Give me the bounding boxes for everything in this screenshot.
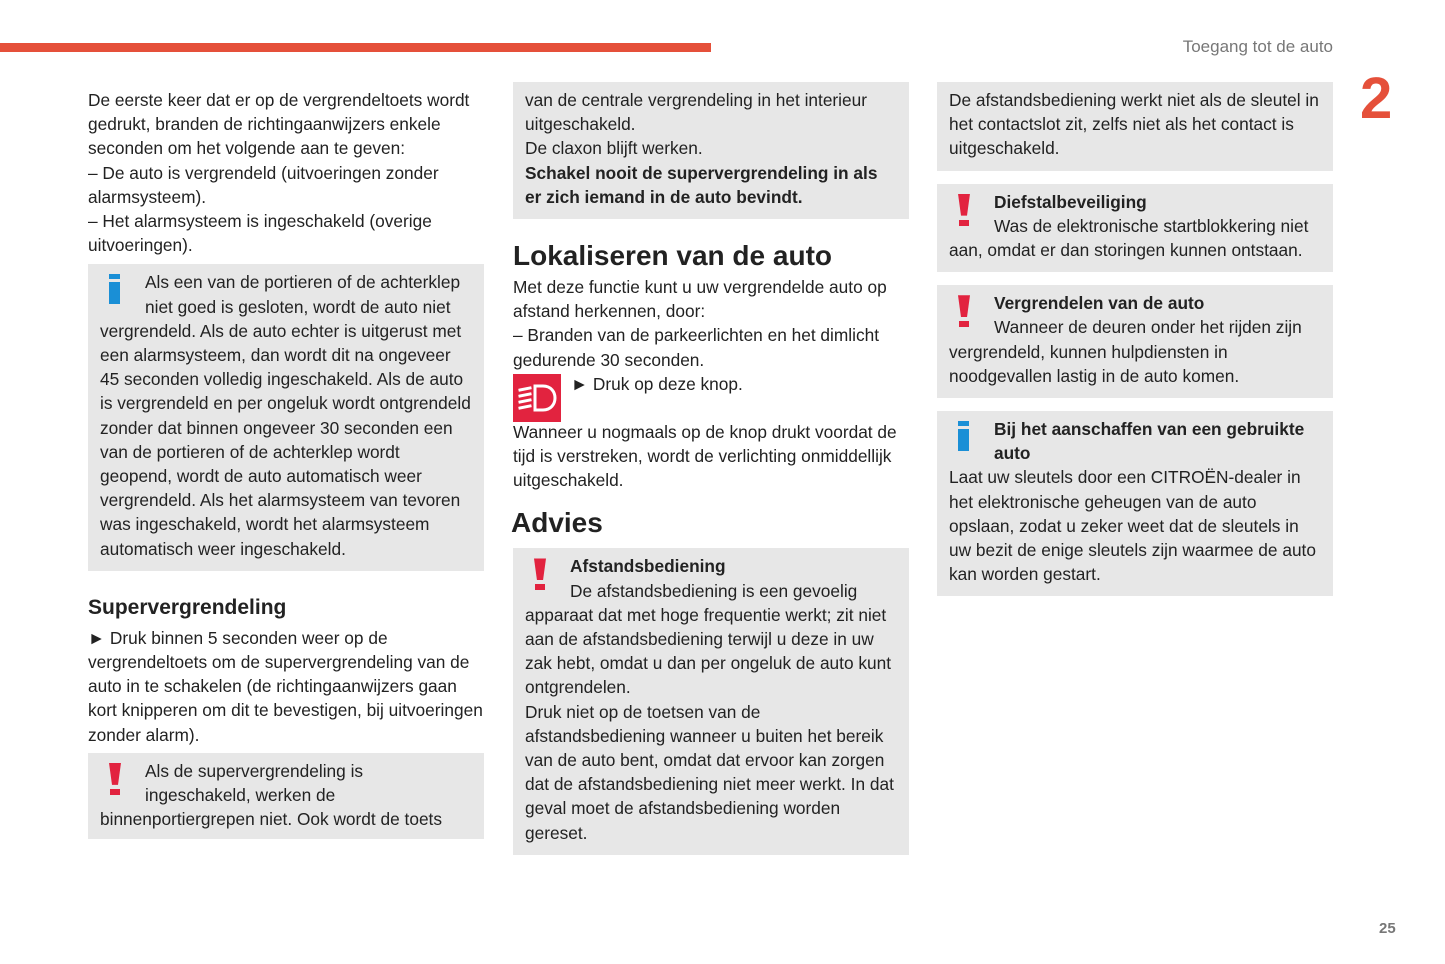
button-step — [513, 372, 909, 422]
warning-continued-text: De claxon blijft werken. — [525, 138, 703, 159]
warning-box-text: Als de supervergrendeling is ingeschakeld, werken de binnenportiergrepen niet. Ook wordt de toets — [100, 760, 442, 830]
box-heading: Vergrendelen van de auto — [994, 293, 1205, 314]
supervergrendeling-section — [88, 594, 484, 747]
warning-continued-bold: Schakel nooit de supervergrendeling in als er zich iemand in de auto bevindt. — [525, 162, 878, 207]
warning-box-diefstalbeveiliging — [937, 184, 1333, 273]
info-icon — [109, 274, 135, 308]
info-box-gebruikte-auto — [937, 411, 1333, 596]
section-heading: Advies — [511, 507, 603, 539]
box-heading: Afstandsbediening — [570, 556, 726, 577]
column-3 — [937, 82, 1333, 596]
box-text: Druk niet op de toetsen van de afstandsbediening wanneer u buiten het bereik van de auto bent, omdat dat ervoor kan zorgen dat de afstandsbediening niet meer werkt. In dat geval moet de afstandsbediening worden gereset. — [525, 701, 894, 843]
box-heading: Bij het aanschaffen van een gebruikte auto — [994, 419, 1305, 464]
warning-icon — [958, 194, 984, 234]
warning-box-supervergrendeling — [88, 753, 484, 840]
warning-icon — [109, 763, 135, 803]
box-text: De afstandsbediening is een gevoelig apparaat dat met hoge frequentie werkt; zit niet aan de afstandsbediening terwijl u deze in uw zak hebt, omdat u dan per ongeluk de auto kunt ontgrendelen. — [525, 580, 892, 698]
warning-box-vergrendelen — [937, 285, 1333, 398]
headlamp-icon — [513, 374, 561, 422]
section-intro: Met deze functie kunt u uw vergrendelde auto op afstand herkennen, door: — [513, 277, 887, 322]
intro-bullet: – De auto is vergrendeld (uitvoeringen zonder alarmsysteem). — [88, 162, 439, 207]
box-text: Wanneer de deuren onder het rijden zijn vergrendeld, kunnen hulpdiensten in noodgevallen lastig in de auto komen. — [949, 317, 1302, 386]
lokaliseren-section — [513, 239, 909, 492]
warning-box-afstandsbediening — [513, 548, 909, 854]
info-box-locking — [88, 264, 484, 570]
box-heading: Diefstalbeveiliging — [994, 191, 1147, 212]
running-head: Toegang tot de auto — [1182, 37, 1333, 56]
step-instruction: ► Druk binnen 5 seconden weer op de vergrendeltoets om de supervergrendeling van de auto in te schakelen (de richtingaanwijzers gaan kort knipperen om dit te bevestigen, bij uitvoeringen zonder alarm). — [88, 627, 483, 745]
column-2 — [513, 82, 909, 855]
chapter-accent-bar — [0, 43, 711, 52]
warning-box-continued — [513, 82, 909, 219]
section-bullet: – Branden van de parkeerlichten en het dimlicht gedurende 30 seconden. — [513, 325, 880, 370]
warning-icon — [534, 558, 560, 598]
section-heading: Lokaliseren van de auto — [513, 240, 832, 272]
column-1 — [88, 82, 484, 839]
intro-text — [88, 88, 484, 257]
info-box-text: Als een van de portieren of de achterklep niet goed is gesloten, wordt de auto niet vergrendeld. Als de auto echter is uitgerust met een alarmsysteem, dan wordt dit na ongeveer 45 seconden volledig ingeschakeld. Als de auto is vergrendeld en per ongeluk wordt ontgrendeld zonder dat binnen ongeveer 30 seconden een van de portieren of de achterklep wordt geopend, wordt de auto automatisch weer vergrendeld. Als het alarmsysteem van tevoren was ingeschakeld, wordt het alarmsysteem automatisch weer ingeschakeld. — [100, 272, 471, 559]
info-icon — [958, 421, 984, 455]
chapter-number: 2 — [1360, 66, 1393, 131]
section-heading: Supervergrendeling — [88, 595, 287, 619]
intro-bullet: – Het alarmsysteem is ingeschakeld (overige uitvoeringen). — [88, 211, 432, 256]
intro-paragraph: De eerste keer dat er op de vergrendeltoets wordt gedrukt, branden de richtingaanwijzers enkele seconden om het volgende aan te geven: — [88, 90, 470, 159]
step-instruction: ► Druk op deze knop. — [571, 373, 743, 394]
note-box-remote — [937, 82, 1333, 171]
box-text: Was de elektronische startblokkering niet aan, omdat er dan storingen kunnen ontstaan. — [949, 215, 1309, 261]
warning-icon — [958, 295, 984, 335]
advies-section — [513, 506, 909, 854]
warning-continued-text: van de centrale vergrendeling in het interieur uitgeschakeld. — [525, 90, 867, 135]
page-number: 25 — [1379, 920, 1396, 937]
section-text: Wanneer u nogmaals op de knop drukt voordat de tijd is verstreken, wordt de verlichting onmiddellijk uitgeschakeld. — [513, 421, 897, 491]
box-text: Laat uw sleutels door een CITROËN-dealer in het elektronische geheugen van de auto opslaan, zodat u zeker weet dat de sleutels in uw bezit de enige sleutels zijn waarmee de auto kan worden gestart. — [949, 467, 1316, 585]
box-text: De afstandsbediening werkt niet als de sleutel in het contactslot zit, zelfs niet als het contact is uitgeschakeld. — [949, 90, 1319, 159]
